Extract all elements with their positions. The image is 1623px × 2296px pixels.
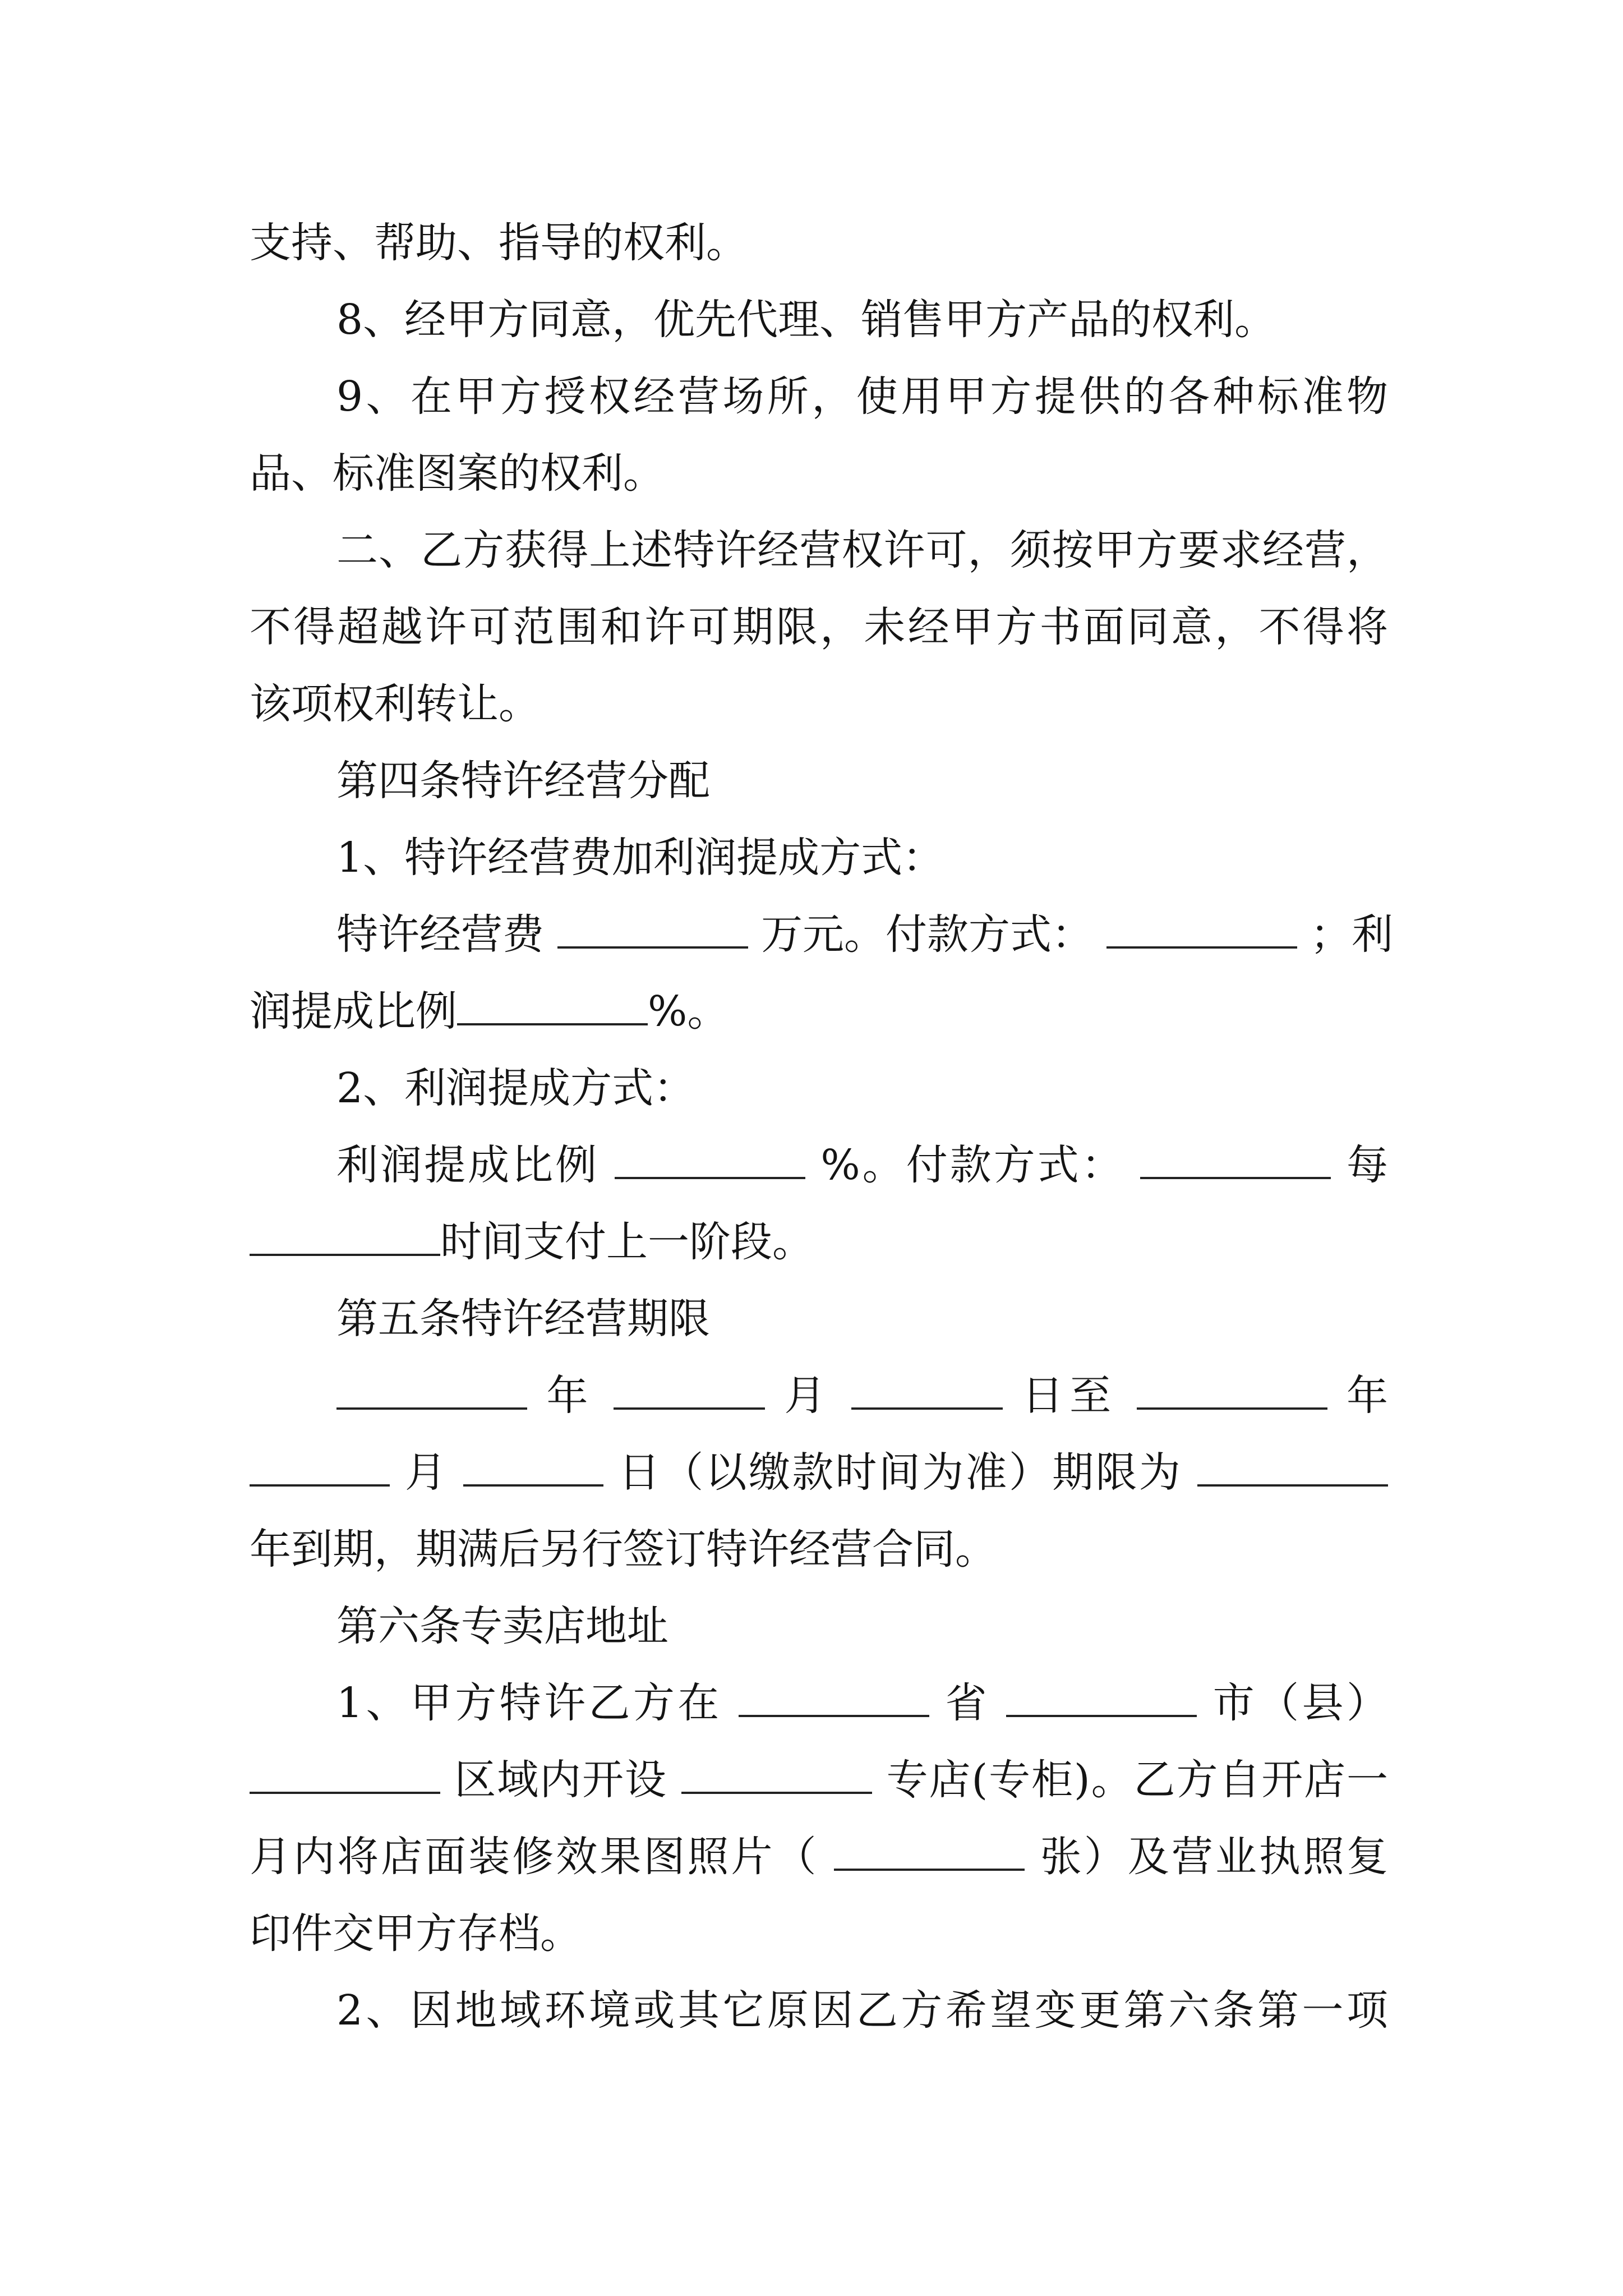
- fill-blank: [250, 1452, 390, 1487]
- ratio-line: [250, 978, 1388, 1045]
- fill-blank: [250, 1759, 440, 1794]
- fill-blank: [557, 914, 748, 949]
- fill-blank: [1197, 1452, 1388, 1487]
- item-2-heading: [336, 1055, 1388, 1122]
- paragraph-line: [250, 440, 1388, 507]
- text: %。付款方式：: [820, 1141, 1125, 1189]
- item-1-heading: [336, 824, 1388, 891]
- article-6-heading: [336, 1593, 1388, 1660]
- fill-blank: [336, 1375, 527, 1410]
- text: 2、因地域环境或其它原因乙方希望变更第六条第一项: [336, 1986, 1388, 2035]
- text: 省: [945, 1679, 990, 1727]
- text: 8、经甲方同意，优先代理、销售甲方产品的权利。: [336, 296, 1276, 344]
- text: 不得超越许可范围和许可期限，未经甲方书面同意，不得将: [250, 603, 1388, 651]
- paragraph-line: [250, 1900, 1388, 1967]
- payment-period-line: [250, 1208, 1388, 1276]
- text: 张）及营业执照复: [1040, 1833, 1389, 1881]
- term-end-line: [250, 1439, 1388, 1506]
- clause-2-line: [336, 517, 1388, 584]
- text: 日至: [1022, 1372, 1118, 1420]
- text: 1、甲方特许乙方在: [336, 1679, 722, 1727]
- fill-blank: [1106, 914, 1297, 949]
- text: ；利: [1310, 910, 1394, 959]
- text: 9、在甲方授权经营场所，使用甲方提供的各种标准物: [336, 372, 1388, 421]
- text: 二、乙方获得上述特许经营权许可，须按甲方要求经营，: [336, 526, 1388, 574]
- text: 润提成比例: [250, 987, 457, 1036]
- text: 印件交甲方存档。: [250, 1910, 582, 1958]
- text: 时间支付上一阶段。: [440, 1218, 814, 1266]
- fill-blank: [1140, 1144, 1331, 1179]
- fill-blank: [739, 1682, 929, 1717]
- text: 品、标准图案的权利。: [250, 449, 665, 498]
- text: 利润提成比例: [336, 1141, 600, 1189]
- fill-blank: [614, 1375, 765, 1410]
- right-item-9: [336, 363, 1388, 430]
- text: 年到期，期满后另行签订特许经营合同。: [250, 1525, 997, 1573]
- fill-blank: [851, 1375, 1003, 1410]
- text: 2、利润提成方式：: [336, 1064, 695, 1112]
- fill-blank: [250, 1221, 440, 1256]
- fill-blank: [457, 991, 648, 1025]
- paragraph-line: [250, 670, 1388, 738]
- location-line: [336, 1669, 1388, 1737]
- fee-line: [336, 901, 1394, 968]
- text: 该项权利转让。: [250, 680, 540, 728]
- text: %。: [648, 987, 729, 1036]
- profit-ratio-line: [336, 1131, 1388, 1199]
- heading-text: 第四条特许经营分配: [336, 757, 710, 805]
- text: 月内将店面装修效果图照片（: [250, 1833, 819, 1881]
- text: 1、特许经营费加利润提成方式：: [336, 834, 944, 882]
- text: 特许经营费: [336, 910, 544, 959]
- paragraph-line: [250, 1516, 1388, 1583]
- text: 支持、帮助、指导的权利。: [250, 219, 748, 267]
- paragraph-line: [250, 593, 1388, 661]
- fill-blank: [1006, 1682, 1197, 1717]
- text: 专店(专柜)。乙方自开店一: [886, 1756, 1388, 1804]
- text: 每: [1347, 1141, 1388, 1189]
- text: 区域内开设: [454, 1756, 667, 1804]
- text: 月: [404, 1448, 449, 1497]
- fill-blank: [681, 1759, 872, 1794]
- item-2-line: [336, 1977, 1388, 2044]
- right-item-8: [336, 286, 1388, 353]
- paragraph-line: [250, 209, 1388, 277]
- heading-text: 第五条特许经营期限: [336, 1295, 710, 1343]
- article-4-heading: [336, 747, 1388, 815]
- fill-blank: [615, 1144, 805, 1179]
- text: 月: [784, 1372, 832, 1420]
- text: 日（以缴款时间为准）期限为: [618, 1448, 1183, 1497]
- text: 年: [1347, 1372, 1389, 1420]
- area-line: [250, 1746, 1388, 1814]
- heading-text: 第六条专卖店地址: [336, 1602, 668, 1650]
- fill-blank: [463, 1452, 603, 1487]
- term-date-line: [336, 1362, 1388, 1429]
- text: 市（县）: [1212, 1679, 1388, 1727]
- text: 年: [546, 1372, 594, 1420]
- fill-blank: [834, 1836, 1025, 1871]
- article-5-heading: [336, 1285, 1388, 1352]
- photo-line: [250, 1823, 1388, 1890]
- text: 万元。付款方式：: [761, 910, 1094, 959]
- fill-blank: [1137, 1375, 1327, 1410]
